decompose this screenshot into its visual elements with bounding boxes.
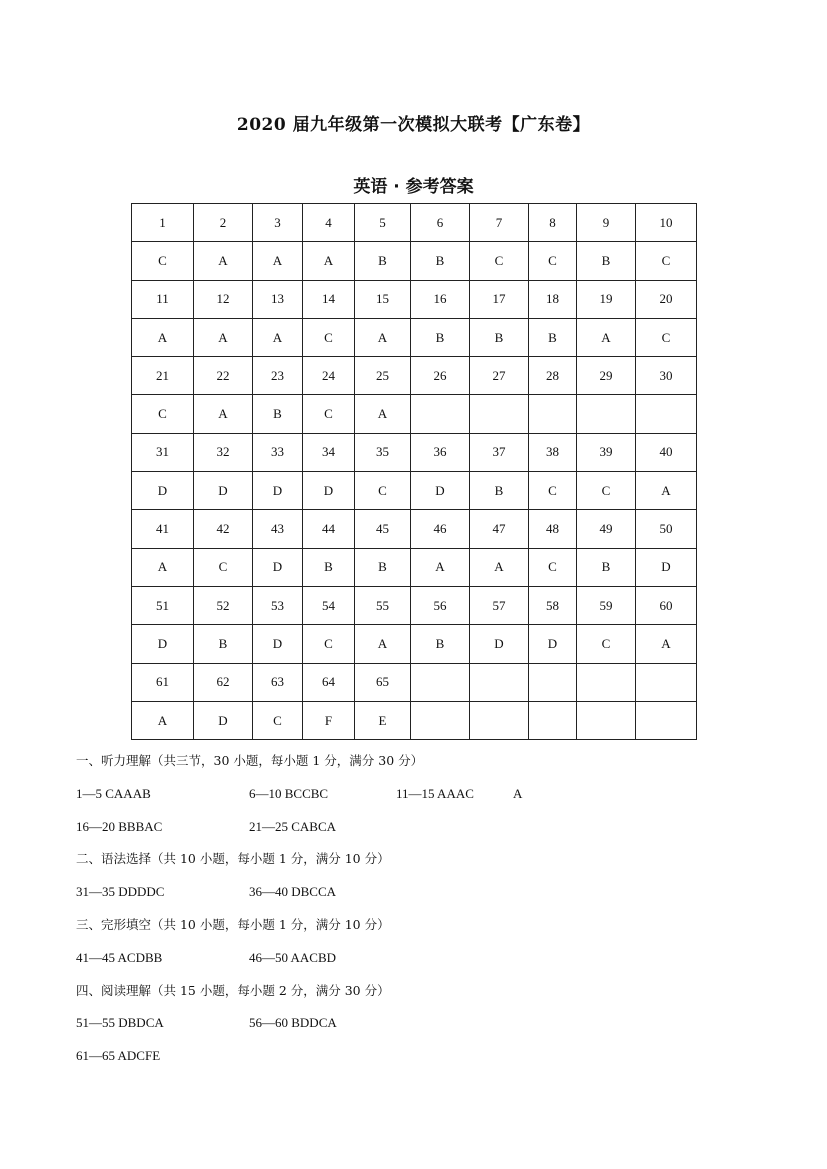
answer-cell: A [132, 548, 194, 586]
answer-cell: C [577, 472, 636, 510]
question-number-cell: 37 [470, 433, 529, 471]
question-number-cell: 5 [355, 204, 411, 242]
question-number-cell: 42 [194, 510, 253, 548]
answer-cell: B [411, 625, 470, 663]
question-number-cell: 58 [529, 586, 577, 624]
answer-group: 36—40 DBCCA [249, 884, 337, 900]
question-number-cell: 20 [636, 280, 697, 318]
answer-cell: D [253, 625, 303, 663]
answer-group: 31—35 DDDDC [76, 884, 165, 900]
question-number-cell: 29 [577, 357, 636, 395]
question-number-cell: 40 [636, 433, 697, 471]
question-number-cell: 64 [303, 663, 355, 701]
answer-cell: A [355, 625, 411, 663]
answer-cell: B [470, 318, 529, 356]
answer-cell [529, 701, 577, 739]
question-number-cell: 1 [132, 204, 194, 242]
answer-cell: A [253, 318, 303, 356]
answer-cell: C [577, 625, 636, 663]
question-number-cell: 38 [529, 433, 577, 471]
section-heading-reading: 四、阅读理解（共 15 小题，每小题 2 分，满分 30 分） [76, 982, 390, 998]
answer-cell: C [529, 548, 577, 586]
question-number-cell: 12 [194, 280, 253, 318]
answer-cell: F [303, 701, 355, 739]
question-number-cell: 2 [194, 204, 253, 242]
question-number-cell: 22 [194, 357, 253, 395]
answer-cell: C [194, 548, 253, 586]
answer-group: 46—50 AACBD [249, 949, 337, 965]
question-number-cell: 61 [132, 663, 194, 701]
question-number-cell: 25 [355, 357, 411, 395]
answer-cell: C [529, 242, 577, 280]
page-title: 2020 届九年级第一次模拟大联考【广东卷】 [236, 115, 591, 135]
question-number-row [132, 510, 697, 548]
answer-group: 1—5 CAAAB [76, 785, 151, 801]
question-number-row [132, 204, 697, 242]
question-number-cell: 26 [411, 357, 470, 395]
question-number-cell: 10 [636, 204, 697, 242]
answer-cell: D [636, 548, 697, 586]
page-subtitle: 英语 · 参考答案 [353, 177, 474, 197]
answer-cell: D [253, 472, 303, 510]
answer-cell: D [194, 472, 253, 510]
answer-group: 51—55 DBDCA [76, 1015, 164, 1031]
question-number-cell: 53 [253, 586, 303, 624]
question-number-cell: 31 [132, 433, 194, 471]
question-number-cell: 32 [194, 433, 253, 471]
question-number-cell: 30 [636, 357, 697, 395]
question-number-cell: 17 [470, 280, 529, 318]
answer-group: 16—20 BBBAC [76, 818, 163, 834]
question-number-cell: 11 [132, 280, 194, 318]
question-number-cell: 36 [411, 433, 470, 471]
question-number-cell: 63 [253, 663, 303, 701]
answer-cell: A [132, 318, 194, 356]
question-number-cell: 43 [253, 510, 303, 548]
question-number-cell: 54 [303, 586, 355, 624]
question-number-cell: 15 [355, 280, 411, 318]
question-number-cell: 24 [303, 357, 355, 395]
answer-row [132, 625, 697, 663]
answer-row [132, 701, 697, 739]
answer-group: 21—25 CABCA [249, 818, 337, 834]
answer-line [76, 778, 776, 811]
answer-row [132, 548, 697, 586]
question-number-cell: 28 [529, 357, 577, 395]
question-number-cell: 9 [577, 204, 636, 242]
answer-cell: A [194, 395, 253, 433]
question-number-cell: 34 [303, 433, 355, 471]
answer-cell: B [303, 548, 355, 586]
answer-line [76, 1040, 776, 1073]
answer-cell: D [194, 701, 253, 739]
question-number-row [132, 663, 697, 701]
answer-cell [411, 395, 470, 433]
question-number-row [132, 280, 697, 318]
question-number-cell: 14 [303, 280, 355, 318]
answer-cell: B [355, 242, 411, 280]
answer-cell [529, 395, 577, 433]
question-number-cell: 52 [194, 586, 253, 624]
answer-line [76, 876, 776, 909]
question-number-cell: 16 [411, 280, 470, 318]
question-number-row [132, 586, 697, 624]
answer-cell: D [529, 625, 577, 663]
answer-cell: A [636, 472, 697, 510]
section-heading-cloze: 三、完形填空（共 10 小题，每小题 1 分，满分 10 分） [76, 916, 390, 932]
answer-cell: B [577, 242, 636, 280]
answer-cell: A [253, 242, 303, 280]
answer-cell: A [132, 701, 194, 739]
answer-cell: C [636, 242, 697, 280]
answer-cell [470, 701, 529, 739]
answer-sections [76, 745, 776, 1073]
answer-cell: B [194, 625, 253, 663]
question-number-cell: 45 [355, 510, 411, 548]
question-number-cell: 51 [132, 586, 194, 624]
answer-table [131, 203, 697, 740]
answer-row [132, 318, 697, 356]
question-number-cell: 13 [253, 280, 303, 318]
question-number-cell [529, 663, 577, 701]
question-number-cell: 7 [470, 204, 529, 242]
answer-cell: A [470, 548, 529, 586]
answer-cell: C [303, 318, 355, 356]
answer-cell: C [303, 625, 355, 663]
question-number-cell: 46 [411, 510, 470, 548]
answer-cell: C [636, 318, 697, 356]
question-number-cell: 47 [470, 510, 529, 548]
answer-cell: D [303, 472, 355, 510]
question-number-cell: 23 [253, 357, 303, 395]
answer-cell: A [303, 242, 355, 280]
answer-cell: B [253, 395, 303, 433]
question-number-cell: 56 [411, 586, 470, 624]
section-heading-listening: 一、听力理解（共三节，30 小题，每小题 1 分，满分 30 分） [76, 753, 424, 768]
question-number-cell: 4 [303, 204, 355, 242]
answer-row [132, 472, 697, 510]
answer-cell [470, 395, 529, 433]
answer-group: 6—10 BCCBC [249, 785, 329, 801]
answer-cell [577, 395, 636, 433]
question-number-cell: 48 [529, 510, 577, 548]
answer-cell [636, 395, 697, 433]
answer-cell [411, 701, 470, 739]
answer-group: A [513, 785, 523, 801]
answer-cell: B [411, 318, 470, 356]
answer-cell: A [411, 548, 470, 586]
question-number-cell: 44 [303, 510, 355, 548]
question-number-cell: 19 [577, 280, 636, 318]
answer-row [132, 242, 697, 280]
question-number-cell [411, 663, 470, 701]
answer-cell: A [355, 318, 411, 356]
answer-line [76, 1007, 776, 1040]
answer-cell: C [355, 472, 411, 510]
answer-cell: A [194, 318, 253, 356]
answer-cell: D [132, 625, 194, 663]
answer-cell: C [470, 242, 529, 280]
question-number-cell: 41 [132, 510, 194, 548]
question-number-cell: 33 [253, 433, 303, 471]
question-number-cell: 65 [355, 663, 411, 701]
answer-cell [577, 701, 636, 739]
answer-group: 61—65 ADCFE [76, 1048, 161, 1064]
question-number-cell: 3 [253, 204, 303, 242]
question-number-cell [636, 663, 697, 701]
answer-cell: B [411, 242, 470, 280]
question-number-cell: 57 [470, 586, 529, 624]
answer-row [132, 395, 697, 433]
answer-cell: C [132, 242, 194, 280]
answer-cell: A [577, 318, 636, 356]
answer-cell: A [636, 625, 697, 663]
question-number-cell: 55 [355, 586, 411, 624]
answer-cell: E [355, 701, 411, 739]
answer-group: 41—45 ACDBB [76, 949, 163, 965]
answer-cell: C [253, 701, 303, 739]
answer-group: 11—15 AAAC [396, 785, 474, 801]
question-number-cell: 27 [470, 357, 529, 395]
question-number-cell: 49 [577, 510, 636, 548]
answer-cell: A [194, 242, 253, 280]
question-number-cell: 35 [355, 433, 411, 471]
section-heading-grammar: 二、语法选择（共 10 小题，每小题 1 分，满分 10 分） [76, 851, 390, 867]
answer-cell: B [529, 318, 577, 356]
question-number-cell: 18 [529, 280, 577, 318]
answer-cell: A [355, 395, 411, 433]
question-number-cell: 62 [194, 663, 253, 701]
answer-cell: B [355, 548, 411, 586]
answer-cell: B [470, 472, 529, 510]
answer-line [76, 942, 776, 975]
answer-cell [636, 701, 697, 739]
answer-cell: D [411, 472, 470, 510]
answer-cell: D [253, 548, 303, 586]
question-number-cell [577, 663, 636, 701]
answer-cell: C [132, 395, 194, 433]
question-number-cell: 39 [577, 433, 636, 471]
question-number-cell: 8 [529, 204, 577, 242]
question-number-cell: 59 [577, 586, 636, 624]
question-number-cell: 60 [636, 586, 697, 624]
question-number-row [132, 357, 697, 395]
answer-cell: B [577, 548, 636, 586]
question-number-row [132, 433, 697, 471]
answer-cell: C [303, 395, 355, 433]
question-number-cell [470, 663, 529, 701]
answer-group: 56—60 BDDCA [249, 1015, 337, 1031]
answer-cell: D [132, 472, 194, 510]
answer-line [76, 811, 776, 844]
answer-cell: C [529, 472, 577, 510]
answer-cell: D [470, 625, 529, 663]
question-number-cell: 50 [636, 510, 697, 548]
question-number-cell: 6 [411, 204, 470, 242]
question-number-cell: 21 [132, 357, 194, 395]
